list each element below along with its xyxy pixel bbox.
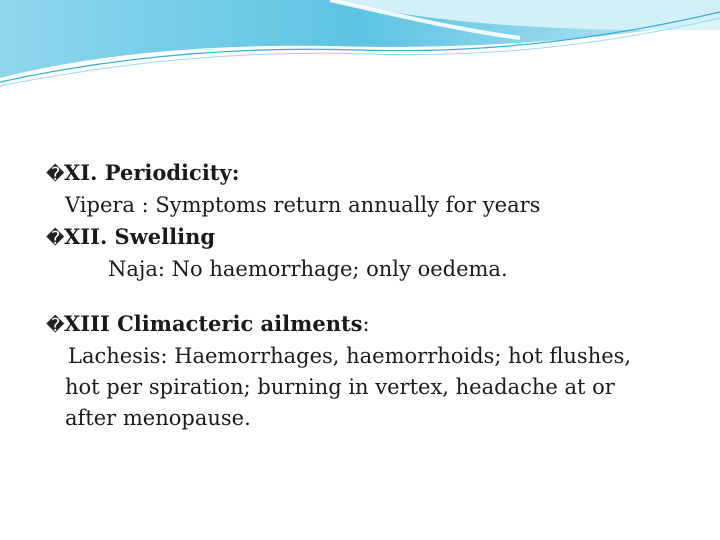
bullet-glyph: � bbox=[46, 164, 65, 185]
bullet-glyph: � bbox=[46, 315, 65, 336]
list-item-climacteric bbox=[46, 308, 686, 341]
item-text: hot per spiration; burning in vertex, headache at or bbox=[65, 375, 615, 399]
item-heading: XIII Climacteric ailments bbox=[64, 311, 363, 336]
item-text: Naja: No haemorrhage; only oedema. bbox=[108, 257, 508, 281]
list-item-swelling bbox=[46, 221, 686, 254]
item-text: after menopause. bbox=[65, 406, 251, 430]
header-swoosh-decoration bbox=[0, 0, 720, 90]
list-item-periodicity bbox=[46, 157, 686, 190]
item-heading: XII. Swelling bbox=[64, 224, 216, 249]
item-heading-suffix: : bbox=[362, 312, 370, 336]
bullet-glyph: � bbox=[46, 228, 65, 249]
item-text: Vipera : Symptoms return annually for years bbox=[65, 193, 541, 217]
item-text: Lachesis: Haemorrhages, haemorrhoids; hot flushes, bbox=[68, 344, 632, 368]
item-heading: XI. Periodicity: bbox=[64, 160, 240, 185]
slide-body bbox=[46, 157, 686, 434]
